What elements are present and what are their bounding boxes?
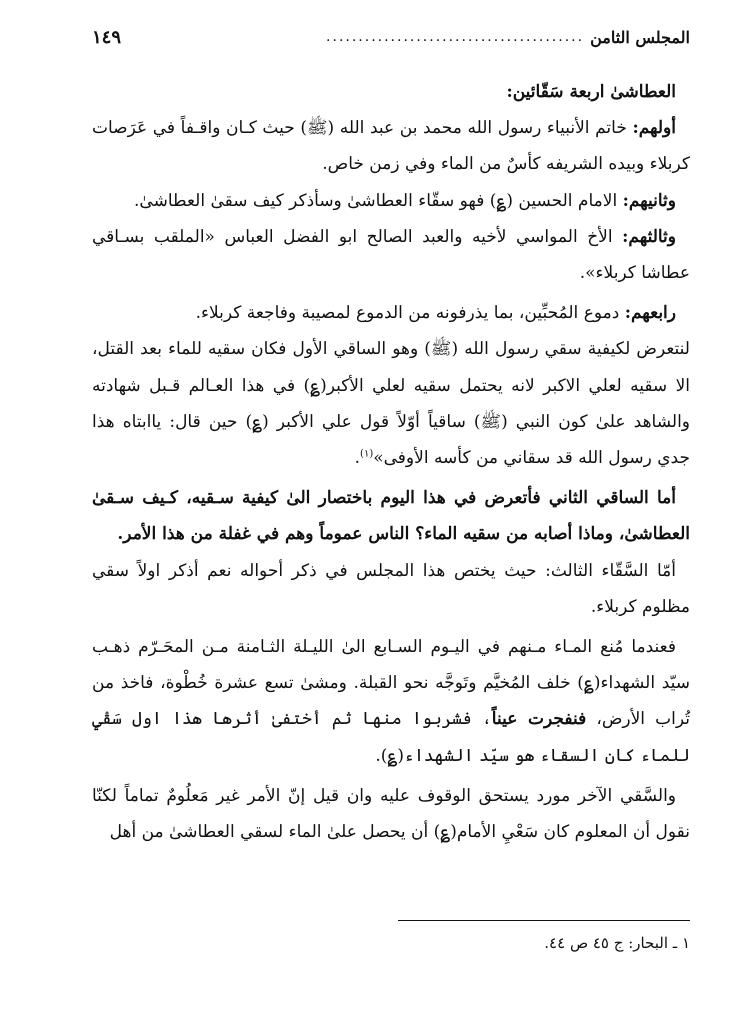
paragraph-first-saqi [92,110,690,182]
paragraph-text: الامام الحسين (؏) فهو سقّاء العطاشىٰ وسأذكر كيف سقىٰ العطاشىٰ. [134,190,623,211]
leader-dots: ........................................ [326,29,585,45]
lead-word: وثانيهم: [622,190,676,211]
paragraph-tail: . [354,448,361,469]
paragraph-text: فعندما مُنع المـاء مـنهم في اليـوم السـابع الىٰ الليـلة الثـامنة مـن المحَـرّم ذهـب سيّد الشهداء(؏) خلف المُخيَّم وتَوجَّه نحو القبلة. ومشىٰ تسع عشرة خُطْوة، فاخذ من تُراب الأرض، [92,637,690,730]
paragraph-text-cont: ، فشربوا منها ثم أختفىٰ أثرها هذا اول سَقْيٍ للماء كان السقاء هو سيّد الشهداء(؏). [92,709,690,766]
paragraph-other-saqi: والسَّقي الآخر مورد يستحق الوقوف عليه وان قيل إنّ الأمر غير مَعلُومٌ تماماً لكنّا نقول أن المعلوم كان سَعْيِ الأمام(؏) أن يحصل علىٰ الماء لسقي العطاشىٰ من أهل [92,785,690,843]
body-text [92,74,690,850]
paragraph-second-saqi-intro: أما الساقي الثاني فأتعرض في هذا اليوم باختصار الىٰ كيفية سـقيه، كـيف سـقىٰ العطاشىٰ، وماذا أصابه من سقيه الماء؟ الناس عموماً وهم في غفلة من هذا الأمر. [92,488,690,545]
paragraph-water-story [92,629,690,774]
lead-word: رابعهم: [624,303,676,324]
chapter-title: المجلس الثامن [590,27,690,47]
paragraph-third-saqi-intro: أمّا السَّقّاء الثالث: حيث يختص هذا المجلس في ذكر أحواله نعم أذكر اولاً سقي مظلوم كربلاء. [92,560,690,617]
footnote-divider [398,920,690,921]
page-number: ١٤٩ [92,26,122,48]
paragraph-text: لنتعرض لكيفية سقي رسول الله (ﷺ) وهو الساقي الأول فكان سقيه للماء بعد القتل، الا سقيه لعلي الاكبر لانه يحتمل سقيه لعلي الأكبر(؏) في هذا العـالم قـبل شهادته والشاهد علىٰ كون النبي (ﷺ) ساقياً أوّلاً قول علي الأكبر (؏) حين قال: ياابتاه هذا جدي رسول الله قد سقاني من كأسه الأوفى» [92,339,690,469]
intro-heading: العطاشىٰ اربعة سَقّائين: [506,82,676,102]
paragraph-prophet-saqi [92,331,690,476]
emphasis-text: فنفجرت عيناً [491,709,587,730]
paragraph-second-saqi [92,183,690,219]
running-header [92,22,690,52]
footnote: ١ ـ البحار: ج ٤٥ ص ٤٤. [544,934,690,952]
footnote-reference: (١) [360,448,374,460]
paragraph-text: دموع المُحبِّين، بما يذرفونه من الدموع لمصيبة وفاجعة كربلاء. [195,303,625,324]
paragraph-third-saqi [92,219,690,291]
lead-word: أولهم: [632,118,676,139]
lead-word: وثالثهم: [622,226,676,247]
paragraph-text: خاتم الأنبياء رسول الله محمد بن عبد الله (ﷺ) حيث كـان واقـفاً في عَرَصات كربلاء وبيده الشريفه كأسٌ من الماء وفي زمن خاص. [92,118,690,175]
paragraph-fourth-saqi [92,295,690,331]
paragraph-text: الأخ المواسي لأخيه والعبد الصالح ابو الفضل العباس «الملقب بسـاقي عطاشا كربلاء». [92,226,690,284]
